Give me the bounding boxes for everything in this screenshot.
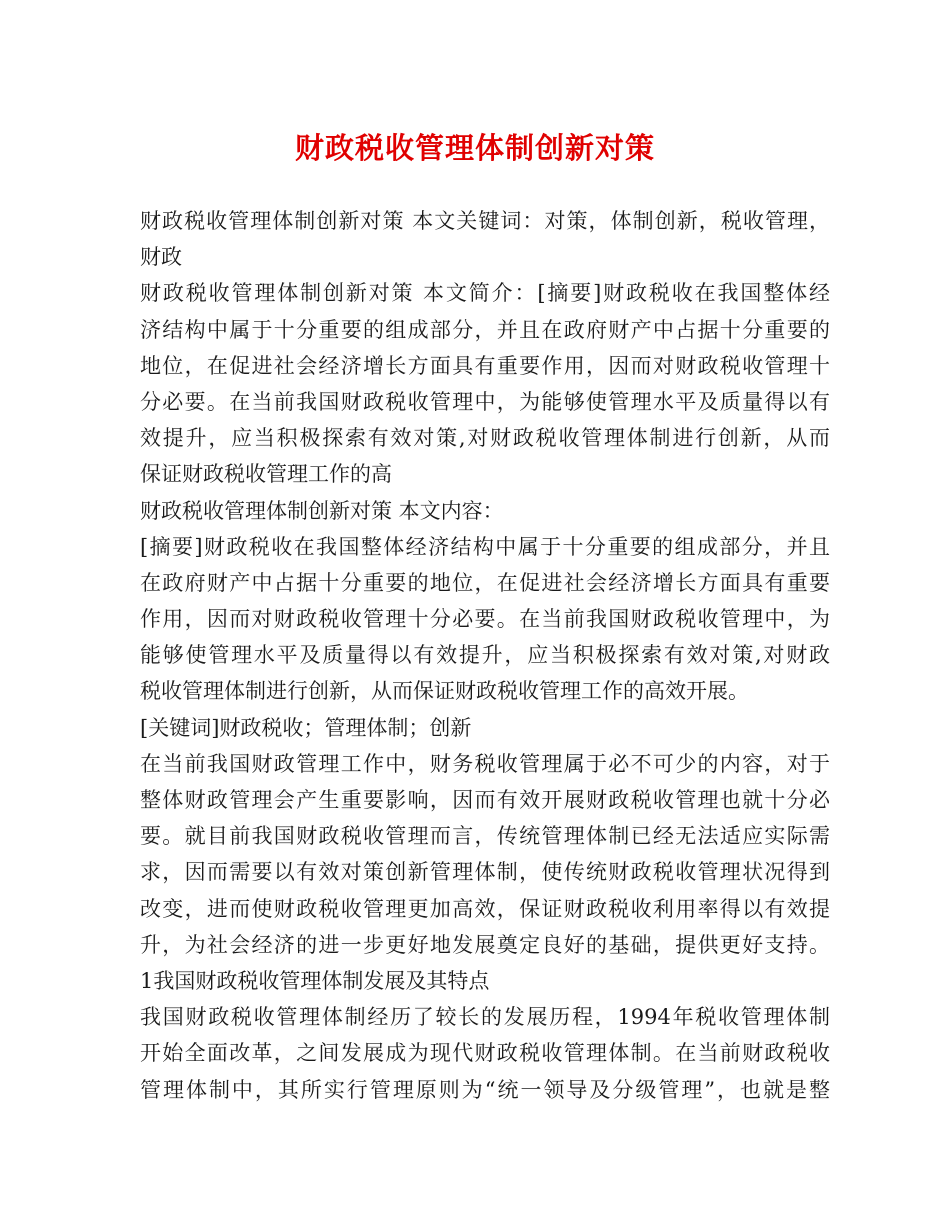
text-line: 在政府财产中占据十分重要的地位，在促进社会经济增长方面具有重要: [140, 570, 830, 595]
text-line: 分必要。在当前我国财政税收管理中，为能够使管理水平及质量得以有: [140, 389, 830, 414]
text-line: 管理体制中，其所实行管理原则为“统一领导及分级管理”，也就是整: [140, 1077, 830, 1102]
text-line: 求，因而需要以有效对策创新管理体制，使传统财政税收管理状况得到: [140, 860, 830, 885]
text-line: 财政税收管理体制创新对策 本文关键词：对策，体制创新，税收管理，: [140, 209, 830, 233]
text-line: 财政税收管理体制创新对策 本文简介：[摘要]财政税收在我国整体经: [140, 281, 830, 306]
text-line: 在当前我国财政管理工作中，财务税收管理属于必不可少的内容，对于: [140, 751, 830, 776]
text-line: [摘要]财政税收在我国整体经济结构中属于十分重要的组成部分，并且: [140, 534, 830, 559]
text-line: 税收管理体制进行创新，从而保证财政税收管理工作的高效开展。: [140, 679, 749, 704]
text-line: 济结构中属于十分重要的组成部分，并且在政府财产中占据十分重要的: [140, 317, 830, 342]
text-line: 地位，在促进社会经济增长方面具有重要作用，因而对财政税收管理十: [140, 353, 830, 378]
text-line: 财政: [140, 245, 182, 270]
text-line: 财政税收管理体制创新对策 本文内容：: [140, 498, 504, 523]
text-line: 我国财政税收管理体制经历了较长的发展历程，1994年税收管理体制: [140, 1005, 830, 1030]
text-line: 作用，因而对财政税收管理十分必要。在当前我国财政税收管理中，为: [140, 607, 830, 632]
text-line: 升，为社会经济的进一步更好地发展奠定良好的基础，提供更好支持。: [140, 932, 830, 957]
text-line: 能够使管理水平及质量得以有效提升，应当积极探索有效对策,对财政: [140, 643, 830, 668]
document-body: [140, 203, 830, 1108]
text-line: 开始全面改革，之间发展成为现代财政税收管理体制。在当前财政税收: [140, 1041, 830, 1066]
text-line: [关键词]财政税收；管理体制；创新: [140, 715, 472, 740]
text-line: 1我国财政税收管理体制发展及其特点: [140, 968, 490, 993]
document-title: 财政税收管理体制创新对策: [294, 131, 655, 165]
text-line: 保证财政税收管理工作的高: [140, 462, 392, 487]
text-line: 效提升，应当积极探索有效对策,对财政税收管理体制进行创新，从而: [140, 426, 830, 451]
text-line: 整体财政管理会产生重要影响，因而有效开展财政税收管理也就十分必: [140, 788, 830, 812]
text-line: 要。就目前我国财政税收管理而言，传统管理体制已经无法适应实际需: [140, 824, 830, 849]
text-line: 改变，进而使财政税收管理更加高效，保证财政税收利用率得以有效提: [140, 896, 830, 921]
